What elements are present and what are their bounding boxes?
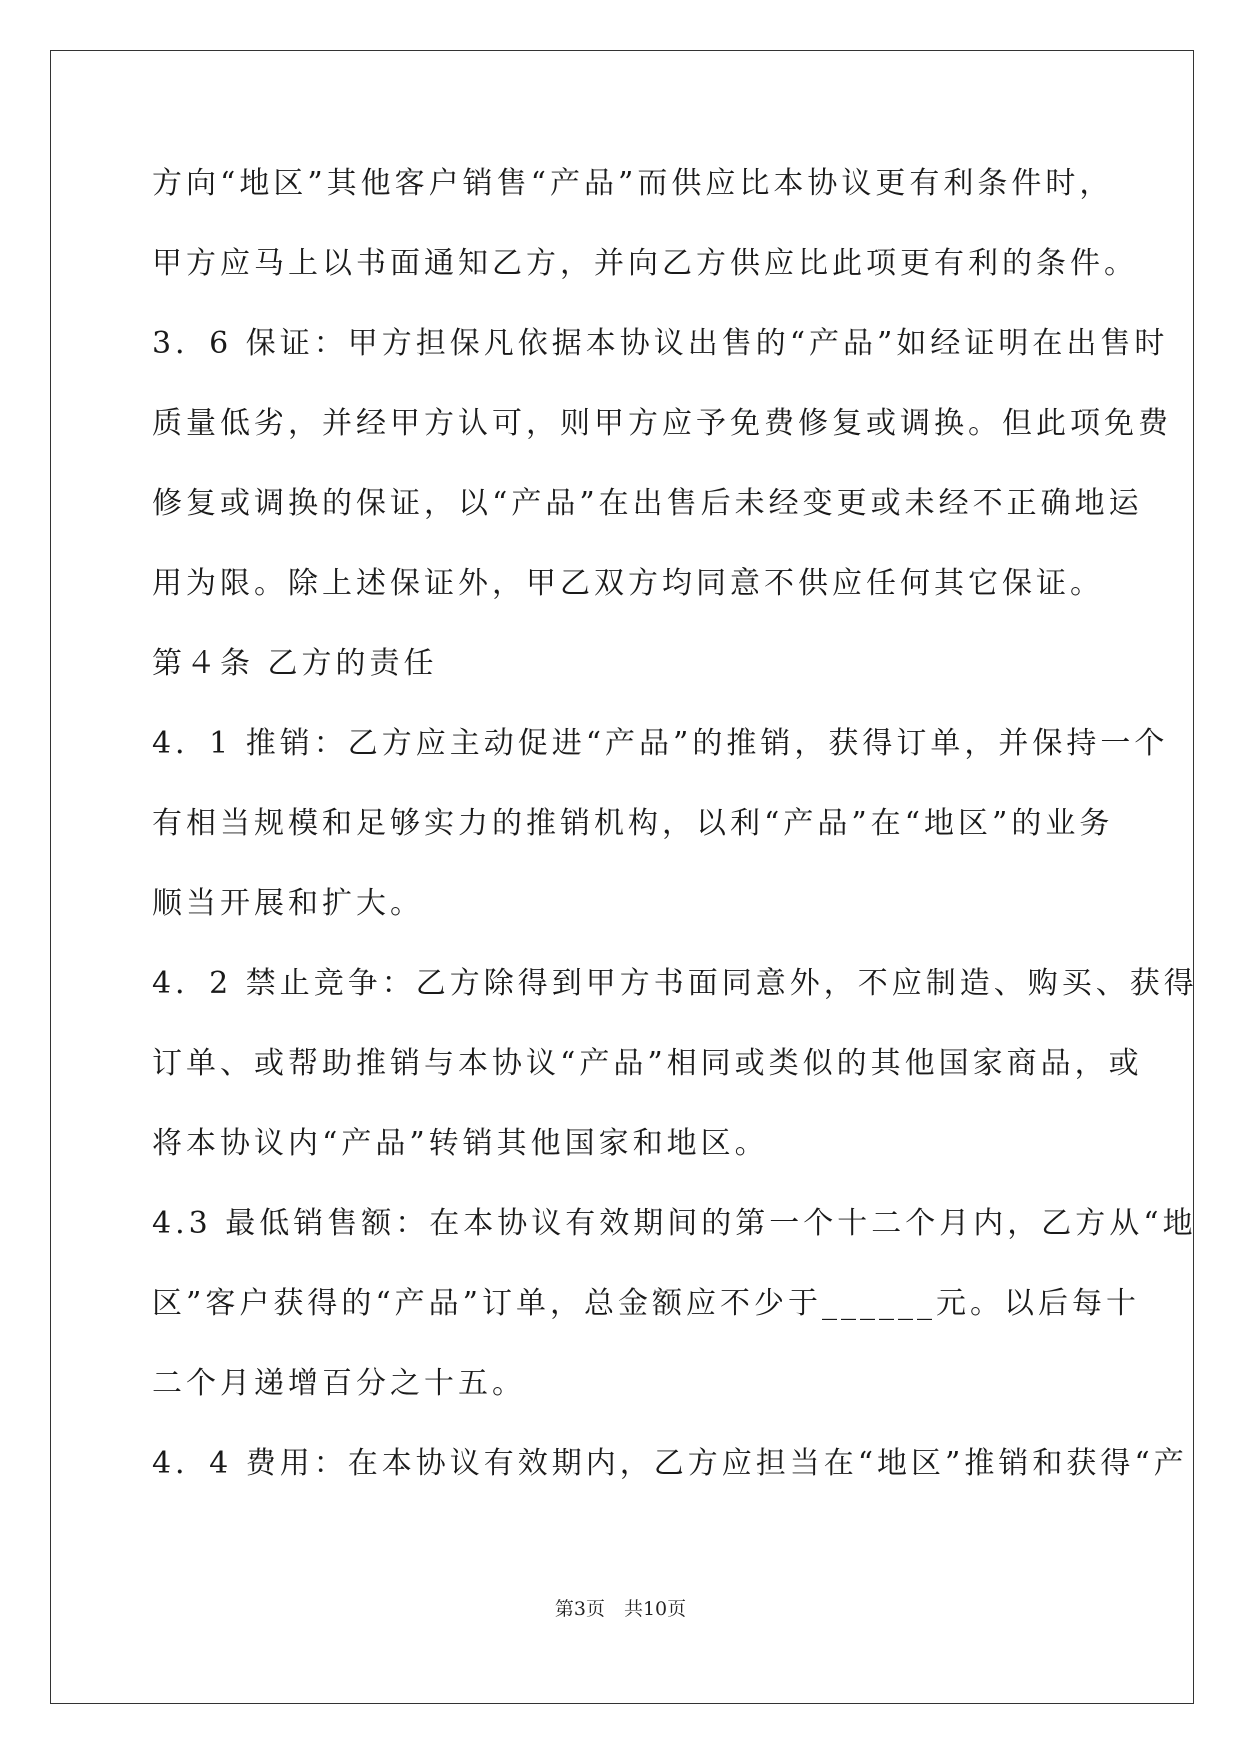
section-heading: 第４条 乙方的责任 bbox=[152, 646, 438, 681]
text-line: 甲方应马上以书面通知乙方，并向乙方供应比此项更有利的条件。 bbox=[152, 246, 1138, 281]
text-line: 4.3 最低销售额：在本协议有效期间的第一个十二个月内，乙方从“地 bbox=[152, 1206, 1197, 1241]
document-body bbox=[152, 160, 1198, 1520]
text-line: 修复或调换的保证，以“产品”在出售后未经变更或未经不正确地运 bbox=[152, 486, 1143, 521]
text-line: 订单、或帮助推销与本协议“产品”相同或类似的其他国家商品，或 bbox=[152, 1046, 1143, 1081]
text-line: 4．1 推销：乙方应主动促进“产品”的推销，获得订单，并保持一个 bbox=[152, 726, 1169, 761]
text-line: 4．2 禁止竞争：乙方除得到甲方书面同意外，不应制造、购买、获得 bbox=[152, 966, 1198, 1001]
text-line: 二个月递增百分之十五。 bbox=[152, 1366, 526, 1401]
text-line: 3．6 保证：甲方担保凡依据本协议出售的“产品”如经证明在出售时 bbox=[152, 326, 1169, 361]
text-line: 4．4 费用：在本协议有效期内，乙方应担当在“地区”推销和获得“产 bbox=[152, 1446, 1188, 1481]
text-line: 顺当开展和扩大。 bbox=[152, 886, 424, 921]
text-line: 质量低劣，并经甲方认可，则甲方应予免费修复或调换。但此项免费 bbox=[152, 406, 1172, 441]
text-line: 用为限。除上述保证外，甲乙双方均同意不供应任何其它保证。 bbox=[152, 566, 1104, 601]
text-line: 将本协议内“产品”转销其他国家和地区。 bbox=[152, 1126, 769, 1161]
text-line: 方向“地区”其他客户销售“产品”而供应比本协议更有利条件时， bbox=[152, 166, 1114, 201]
page-number-footer: 第3页 共10页 bbox=[554, 1598, 687, 1620]
text-line: 有相当规模和足够实力的推销机构，以利“产品”在“地区”的业务 bbox=[152, 806, 1114, 841]
text-line: 区”客户获得的“产品”订单，总金额应不少于______元。以后每十 bbox=[152, 1286, 1141, 1321]
